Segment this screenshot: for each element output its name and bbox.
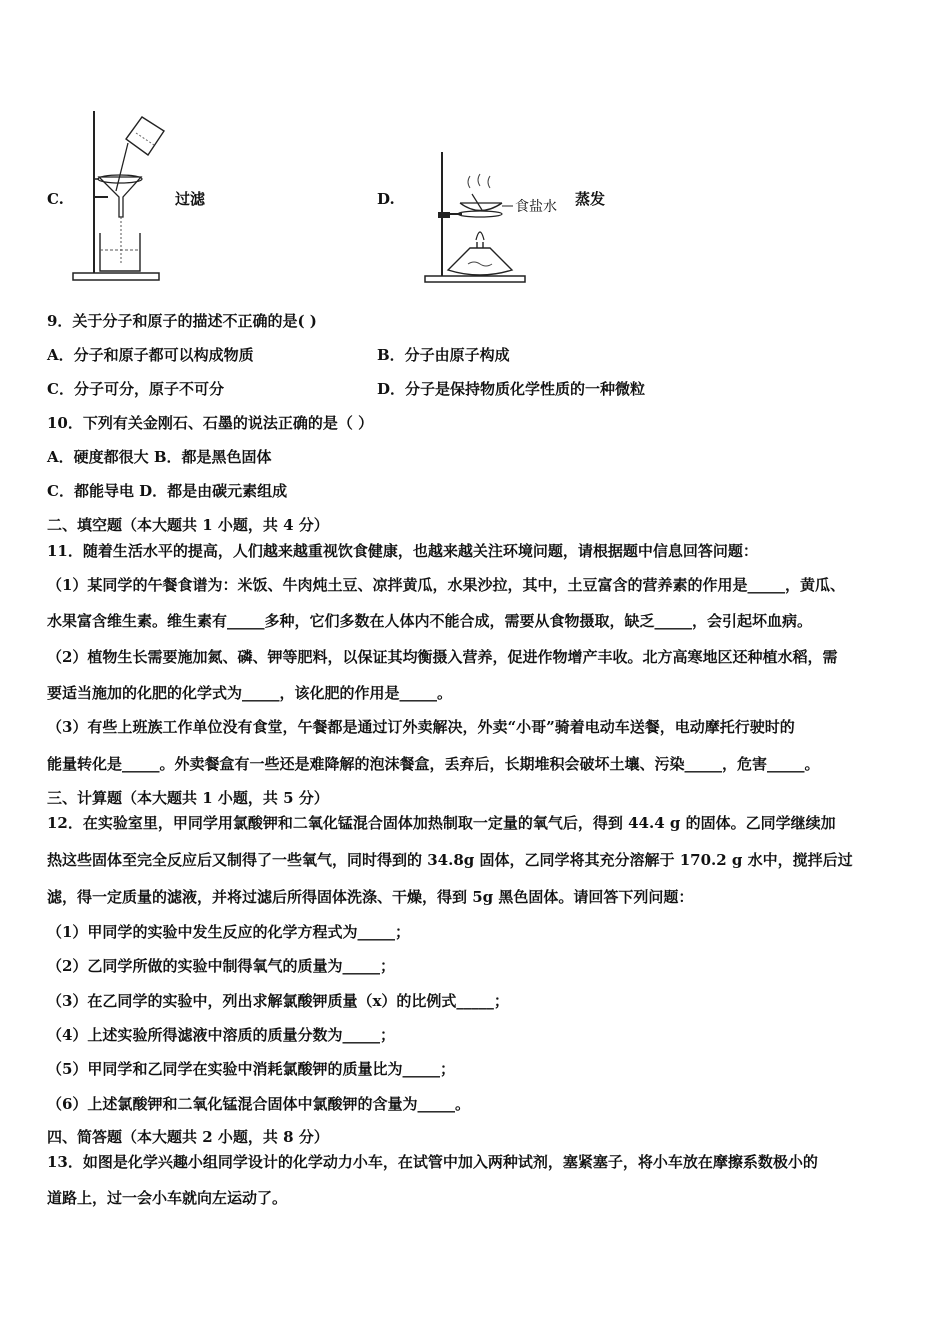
q9-option-c: C．分子可分，原子不可分: [47, 380, 224, 398]
q12-line1: 12．在实验室里，甲同学用氯酸钾和二氧化锰混合固体加热制取一定量的氧气后，得到 44.4 g 的固体。乙同学继续加: [47, 814, 836, 832]
section-4-heading: 四、简答题（本大题共 2 小题，共 8 分）: [47, 1128, 329, 1146]
q11-stem: 11．随着生活水平的提高，人们越来越重视饮食健康，也越来越关注环境问题，请根据题中信息回答问题：: [47, 542, 758, 560]
q12-sub2: （2）乙同学所做的实验中制得氧气的质量为_____；: [47, 957, 395, 975]
q12-line2: 热这些固体至完全反应后又制得了一些氧气，同时得到的 34.8g 固体，乙同学将其充分溶解于 170.2 g 水中，搅拌后过: [47, 851, 853, 869]
q12-sub3: （3）在乙同学的实验中，列出求解氯酸钾质量（x）的比例式_____；: [47, 992, 509, 1010]
q9-option-d: D．分子是保持物质化学性质的一种微粒: [377, 380, 646, 398]
section-2-heading: 二、填空题（本大题共 1 小题，共 4 分）: [47, 516, 329, 534]
filtration-apparatus-figure: [70, 105, 170, 285]
option-c-letter: C.: [47, 190, 64, 208]
q11-part2-line2: 要适当施加的化肥的化学式为_____，该化肥的作用是_____。: [47, 684, 453, 702]
q13-line2: 道路上，过一会小车就向左运动了。: [47, 1189, 288, 1207]
q13-line1: 13．如图是化学兴趣小组同学设计的化学动力小车，在试管中加入两种试剂，塞紧塞子，将小车放在摩擦系数极小的: [47, 1153, 818, 1171]
q10-stem: 10．下列有关金刚石、石墨的说法正确的是（ ）: [47, 414, 374, 432]
option-d-caption: 蒸发: [575, 190, 606, 208]
q12-sub1: （1）甲同学的实验中发生反应的化学方程式为_____；: [47, 923, 410, 941]
q11-part1-line2: 水果富含维生素。维生素有_____多种，它们多数在人体内不能合成，需要从食物摄取，缺乏_____，会引起坏血病。: [47, 612, 813, 630]
option-d-label: 食盐水: [515, 199, 557, 215]
evaporation-apparatus-figure: [420, 148, 570, 288]
q10-options-ab: A．硬度都很大 B．都是黑色固体: [47, 448, 272, 466]
q12-line3: 滤，得一定质量的滤液，并将过滤后所得固体洗涤、干燥，得到 5g 黑色固体。请回答下列问题：: [47, 888, 694, 906]
q9-option-b: B．分子由原子构成: [377, 346, 510, 364]
q10-options-cd: C．都能导电 D．都是由碳元素组成: [47, 482, 288, 500]
option-d-letter: D.: [377, 190, 395, 208]
option-c-caption: 过滤: [175, 190, 206, 208]
q9-option-a: A．分子和原子都可以构成物质: [47, 346, 254, 364]
q9-stem: 9．关于分子和原子的描述不正确的是( ): [47, 312, 317, 330]
q11-part2-line1: （2）植物生长需要施加氮、磷、钾等肥料，以保证其均衡摄入营养，促进作物增产丰收。北方高寒地区还种植水稻，需: [47, 648, 838, 666]
q12-sub6: （6）上述氯酸钾和二氧化锰混合固体中氯酸钾的含量为_____。: [47, 1095, 470, 1113]
q12-sub4: （4）上述实验所得滤液中溶质的质量分数为_____；: [47, 1026, 395, 1044]
section-3-heading: 三、计算题（本大题共 1 小题，共 5 分）: [47, 789, 329, 807]
q11-part1-line1: （1）某同学的午餐食谱为：米饭、牛肉炖土豆、凉拌黄瓜，水果沙拉，其中，土豆富含的营养素的作用是_____，黄瓜、: [47, 576, 845, 594]
q11-part3-line2: 能量转化是_____。外卖餐盒有一些还是难降解的泡沫餐盒，丢弃后，长期堆积会破坏土壤、污染_____，危害_____。: [47, 755, 820, 773]
q11-part3-line1: （3）有些上班族工作单位没有食堂，午餐都是通过订外卖解决，外卖“小哥”骑着电动车送餐，电动摩托行驶时的: [47, 718, 795, 736]
q12-sub5: （5）甲同学和乙同学在实验中消耗氯酸钾的质量比为_____；: [47, 1060, 455, 1078]
